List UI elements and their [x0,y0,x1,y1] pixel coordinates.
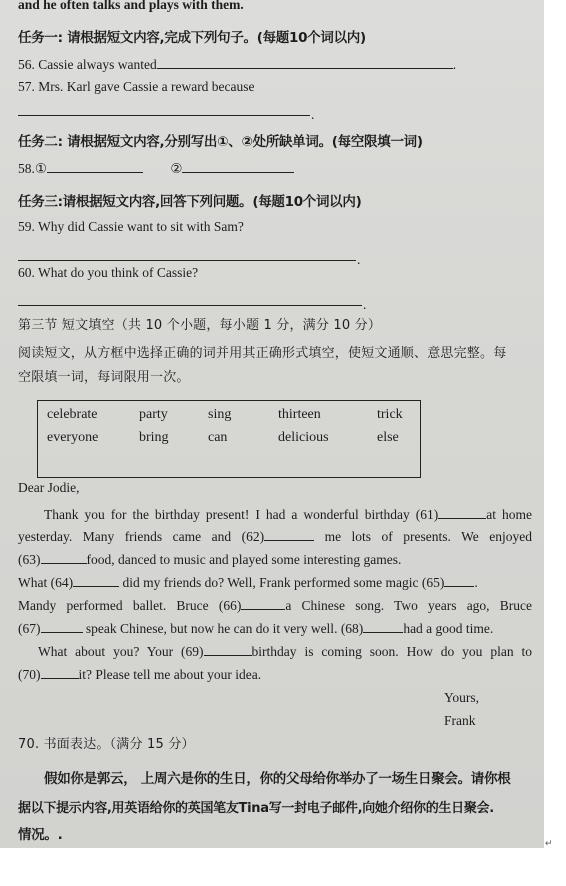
letter-line-3: (63) food, danced to music and played some interesting games. [18,552,402,567]
letter-line-8: (70) it? Please tell me about your idea. [18,667,262,682]
q70-heading: 70. 书面表达。（满分 15 分） [18,737,195,752]
q60-text: 60. What do you think of Cassie? [18,265,199,280]
letter-greeting: Dear Jodie, [18,480,80,495]
word-bring: bring [139,430,169,445]
task1-heading: 任务一: 请根据短文内容,完成下列句子。(每题10个词以内) [18,30,366,46]
q56-line: 56. Cassie always wanted . [18,57,457,72]
blank-70[interactable] [41,666,79,679]
blank-63[interactable] [41,551,87,564]
section3-instr-line1: 阅读短文，从方框中选择正确的词并用其正确形式填空，使短文通顺、意思完整。每 [18,346,507,361]
q70-line2: 据以下提示内容,用英语给你的英国笔友Tina写一封电子邮件,向她介绍你的生日聚会. [18,801,494,816]
section3-instr-line2: 空限填一词，每词限用一次。 [18,370,190,385]
section3-title: 第三节 短文填空（共 10 个小题，每小题 1 分，满分 10 分） [18,318,382,333]
q56-answer-blank[interactable] [157,56,453,69]
q60-answer-blank[interactable] [18,305,362,306]
q59-text: 59. Why did Cassie want to sit with Sam? [18,219,244,234]
letter-line-7: What about you? Your (69) birthday is coming soon. How do you plan to [38,644,532,659]
word-everyone: everyone [47,430,99,445]
q70-line1: 假如你是郭云， 上周六是你的生日，你的父母给你举办了一场生日聚会。请你根 [44,771,511,787]
q58-line [18,160,294,177]
word-can: can [208,430,228,445]
letter-line-4: What (64) did my friends do? Well, Frank performed some magic (65) . [18,575,478,590]
word-else: else [377,430,399,445]
word-thirteen: thirteen [278,407,321,422]
word-sing: sing [208,407,232,422]
exam-page: and he often talks and plays with them. 任务一: 请根据短文内容,完成下列句子。(每题10个词以内) 56. Cassie always wanted . 57. Mrs. Karl gave Cassie a reward because . 任务二: 请根据短文内容,分别写出①、②处所缺单词。(每空限填一词) 58.① ② 任务三:请根据短文内容,回答下列问题。(每题10个词以内) 59. Why did Cassie want to sit with Sam? . 60. What do you think of Cassie? . 第三节 短文填空（共 10 个小题，每小题 1 分，满分 10 分） 阅读短文，从方框中选择正确的词并用其正确形式填空，使短文通顺、意思完整。每 空限填一词，每词限用一次。 celebrate party sing thirteen trick everyone bring can delicious else Dear Jodie, Thank you for the birthday present! I had a wonderful birthday (61) at home yesterday. Many friends came and (62) me lots of presents. We enjoyed (63) food, danced to music and played some interesting games. What (64) did my friends do? Well, Frank performed some magic (65) . Mandy performed ballet. Bruce (66) a Chinese song. Two years ago, Bruce (67) speak Chinese, but now he can do it very well. (68) had a good time. What about you? Your (69) birthday is coming soon. How do you plan to (70) it? Please tell me about your idea. Yours, Frank 70. 书面表达。（满分 15 分） 假如你是郭云， 上周六是你的生日，你的父母给你举办了一场生日聚会。请你根 据以下提示内容,用英语给你的英国笔友Tina写一封电子邮件,向她介绍你的生日聚会. 情况。. [0,0,544,848]
blank-61[interactable] [438,506,486,519]
blank-62[interactable] [264,528,314,541]
letter-line-6: (67) speak Chinese, but now he can do it very well. (68) had a good time. [18,621,494,636]
q70-line3: 情况。. [18,827,63,843]
q58-blank2[interactable] [182,160,294,173]
q56-text: 56. Cassie always wanted [18,57,157,72]
q59-answer-blank[interactable] [18,260,356,261]
q58-blank1[interactable] [47,160,143,173]
top-line: and he often talks and plays with them. [18,0,244,12]
q58-mark1: ① [34,161,47,176]
letter-signature: Frank [444,713,476,728]
blank-65[interactable] [444,574,474,587]
q57-text: 57. Mrs. Karl gave Cassie a reward because [18,79,255,94]
word-box [37,400,421,478]
task2-heading: 任务二: 请根据短文内容,分别写出①、②处所缺单词。(每空限填一词) [18,134,423,150]
blank-68[interactable] [363,620,403,633]
letter-line-5: Mandy performed ballet. Bruce (66) a Chinese song. Two years ago, Bruce [18,598,532,613]
letter-line-1: Thank you for the birthday present! I had a wonderful birthday (61) at home [44,507,532,522]
q58-label: 58. [18,161,35,176]
paragraph-mark-icon: ↵ [545,838,553,848]
word-delicious: delicious [278,430,329,445]
blank-69[interactable] [204,643,252,656]
blank-67[interactable] [41,620,83,633]
q58-mark2: ② [170,161,183,176]
letter-closing: Yours, [444,690,480,705]
task3-heading: 任务三:请根据短文内容,回答下列问题。(每题10个词以内) [18,194,362,210]
q57-answer-blank[interactable] [18,115,310,116]
letter-line-2: yesterday. Many friends came and (62) me lots of presents. We enjoyed [18,529,532,544]
word-party: party [139,407,168,422]
blank-66[interactable] [241,597,285,610]
word-trick: trick [377,407,403,422]
blank-64[interactable] [73,574,119,587]
word-celebrate: celebrate [47,407,98,422]
